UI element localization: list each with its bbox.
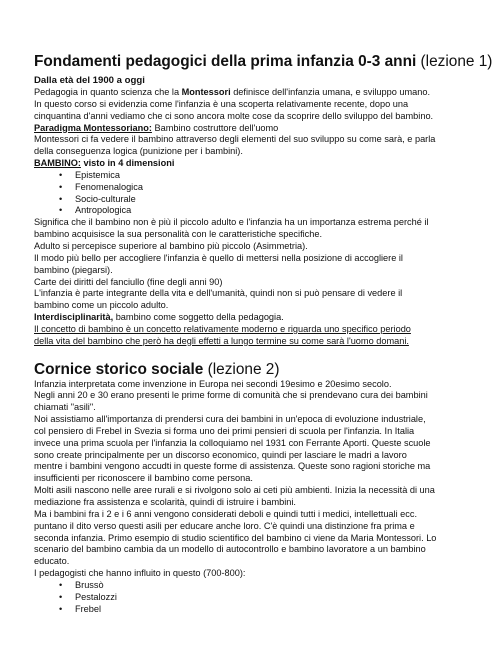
paragraph-line: chiamati "asili". xyxy=(34,402,96,413)
paradigma-label: Paradigma Montessoriano: xyxy=(34,122,152,133)
section2-title-bold: Cornice storico sociale xyxy=(34,360,204,378)
paragraph-line: Infanzia interpretata come invenzione in Europa nei secondi 19esimo e 20esimo secolo. xyxy=(34,378,392,389)
paragraph-line: Carte dei diritti del fanciullo (fine degli anni 90) xyxy=(34,276,223,287)
section1-subtitle: Dalla età del 1900 a oggi xyxy=(34,75,145,86)
underlined-line: della vita del bambino che però ha degli effetti a lungo termine su come sarà l'uomo domani. xyxy=(34,335,409,346)
intro-text-end: definisce dell'infanzia umana, e sviluppo umano. xyxy=(230,87,431,97)
paragraph-line xyxy=(34,158,440,170)
list-item: • Epistemica xyxy=(59,170,440,182)
bambino-text: visto in 4 dimensioni xyxy=(80,158,175,169)
paragraph-line: scenario del bambino cambia da un modello di autocontrollo e bambino lavoratore a un bambino xyxy=(34,544,426,555)
section2-title-light: (lezione 2) xyxy=(203,360,280,378)
paragraph-line: In questo corso si evidenzia come l'infanzia è una scoperta relativamente recente, dopo una xyxy=(34,98,409,109)
list-item: • Antropologica xyxy=(59,205,440,217)
paragraph-line: Negli anni 20 e 30 erano presenti le prime forme di comunità che si prendevano cura dei bambini xyxy=(34,390,428,401)
paragraph-line: bambino (piegarsi). xyxy=(34,264,113,275)
paragraph-line xyxy=(34,87,440,99)
paragraph-line: della conseguenza logica (punizione per i bambini). xyxy=(34,146,243,157)
bambino-label: BAMBINO: xyxy=(34,158,81,169)
paragraph-line: puntano il dito verso questi asili per educare anche loro. C'è quindi una distinzione fra prima e xyxy=(34,520,415,531)
underlined-line: Il concetto di bambino è un concetto relativamente moderno e riguarda uno specifico periodo xyxy=(34,323,411,334)
paragraph-line: L'infanzia è parte integrante della vita e dell'umanità, quindi non si può pensare di vedere il xyxy=(34,288,403,299)
pedagogists-list xyxy=(34,580,440,616)
section1-title xyxy=(34,52,492,71)
paragraph-line: bambino acquisisce la sua personalità con le caratteristiche specifiche. xyxy=(34,229,323,240)
interdisc-text: bambino come soggetto della pedagogia. xyxy=(113,312,284,323)
paragraph-line: seconda infanzia. Primo esempio di studio scientifico del bambino ci viene da Maria Montessori. Lo xyxy=(34,532,437,543)
paragraph-line: Adulto si percepisce superiore al bambino più piccolo (Asimmetria). xyxy=(34,240,308,251)
paragraph-line: Il modo più bello per accogliere l'infanzia è quello di mettersi nella posizione di accogliere il xyxy=(34,252,403,263)
paragraph-line: Ma i bambini fra i 2 e i 6 anni vengono considerati deboli e quindi tutti i medici, intellettuali ecc. xyxy=(34,508,418,519)
paragraph-line: insufficienti per riconoscere il bambino come persona. xyxy=(34,473,253,484)
paragraph-line: Significa che il bambino non è più il piccolo adulto e l'infanzia ha un importanza estrema perché il xyxy=(34,217,429,228)
section2-title xyxy=(34,360,440,379)
paragraph-line: mediazione fra assistenza e scolarità, quindi di istruire i bambini. xyxy=(34,497,296,507)
section1-title-light: (lezione 1) xyxy=(416,53,492,70)
paragraph-line: sono create principalmente per un discorso economico, quindi per lasciare le madri a lavoro xyxy=(34,449,407,460)
list-item: • Pestalozzi xyxy=(59,592,440,604)
interdisc-bold: Interdisciplinarità, xyxy=(34,312,114,323)
intro-text: Pedagogia in quanto scienza che la xyxy=(34,87,182,97)
paragraph-line: Molti asili nascono nelle aree rurali e si rivolgono solo ai ceti più ambienti. Inizia la necessità di una xyxy=(34,485,435,496)
paragraph-line: cinquantina d'anni vediamo che ci sono ancora molte cose da scoprire dello sviluppo del bambino. xyxy=(34,110,434,121)
paragraph-line: Montessori ci fa vedere il bambino attraverso degli elementi del suo sviluppo su come sarà, e parla xyxy=(34,134,436,145)
intro-bold: Montessori xyxy=(181,87,231,97)
paradigma-text: Bambino costruttore dell'uomo xyxy=(151,122,279,133)
paragraph-line: mentre i bambini vengono accudti in queste forme di assistenza. Queste sono ragioni storiche ma xyxy=(34,461,431,472)
dimensions-list xyxy=(34,170,440,217)
paragraph-line: invece una prima scuola per l'infanzia la colloquiamo nel 1931 con Ferrante Aporti. Queste scuole xyxy=(34,437,431,448)
list-item: • Fenomenalogica xyxy=(59,182,440,194)
list-item: • Socio-culturale xyxy=(59,194,440,206)
paragraph-line xyxy=(34,312,440,324)
section1-title-bold: Fondamenti pedagogici della prima infanzia 0-3 anni xyxy=(34,53,417,70)
list-item: • Frebel xyxy=(59,604,440,616)
paragraph-line: bambino come un piccolo adulto. xyxy=(34,300,169,311)
list-item: • Brussò xyxy=(59,580,440,592)
paragraph-line: I pedagogisti che hanno influito in questo (700-800): xyxy=(34,568,246,579)
paragraph-line: Noi assistiamo all'importanza di prendersi cura dei bambini in un'epoca di evoluzione industriale, xyxy=(34,414,426,425)
paragraph-line: educato. xyxy=(34,556,70,567)
paragraph-line xyxy=(34,123,440,135)
paragraph-line: col pensiero di Frebel in Svezia si forma uno dei primi pensieri di scuola per l'infanzia. In Italia xyxy=(34,425,415,436)
